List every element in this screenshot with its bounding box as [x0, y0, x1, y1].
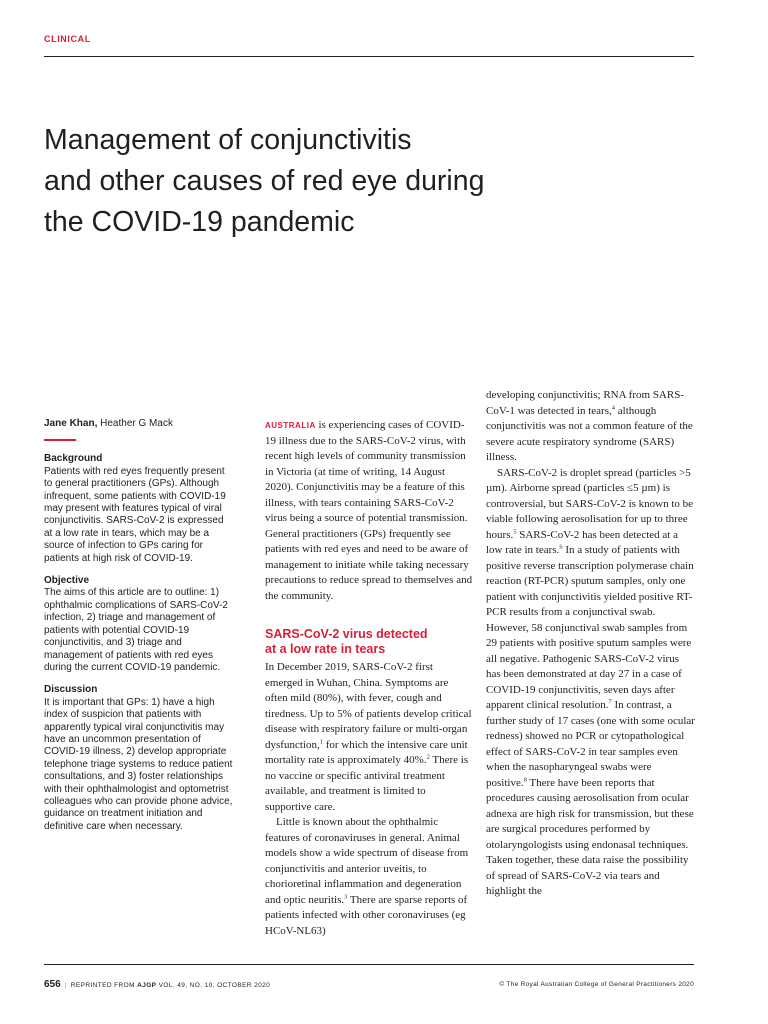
discussion-text: It is important that GPs: 1) have a high index of suspicion that patients with apparently typical viral conjunctivitis may have an uncommon presentation of COVID-19 illness, 2) develop appropriate telephone triage systems to reduce patient consultations, and 3) foster relationships with their ophthalmologist and optometrist colleagues who can provide phone advice, guidance on treatment initiation and definitive care when necessary. [44, 696, 233, 832]
body-paragraph [486, 388, 695, 466]
text-run: In contrast, a further study of 17 cases (one with some ocular redness) showed no PCR or cytopathological effect of SARS-CoV-2 in tear samples even when the nasopharyngeal swabs were positive. [486, 699, 695, 789]
body-column-2 [486, 388, 695, 900]
text-run: Little is known about the ophthalmic features of coronaviruses in general. Animal models show a wide spectrum of disease from conjunctivitis and anterior uveitis, to chorioretinal inflammation and degeneration and optic neuritis. [265, 816, 469, 906]
objective-text: The aims of this article are to outline: 1) ophthalmic complications of SARS-CoV-2 infection, 2) triage and management of patients with potential COVID-19 conjunctivitis, and 3) triage and management of patients with red eyes during the current COVID-19 pandemic. [44, 587, 228, 673]
co-authors: Heather G Mack [97, 418, 173, 429]
text-run: There are sparse reports of patients infected with other coronaviruses (eg HCoV-NL63) [265, 893, 468, 937]
text-run: although conjunctivitis was not a common feature of the severe acute respiratory syndrome (SARS) illness. [486, 404, 693, 463]
background-text: Patients with red eyes frequently present to general practitioners (GPs). Although infrequent, some patients with COVID-19 may present with features typical of viral conjunctivitis. SARS-CoV-2 is expressed at a low rate in tears, which may be a source of infection to GPs caring for patients at high risk of COVID-19. [44, 465, 226, 564]
heading-line: SARS-CoV-2 virus detected [265, 627, 428, 641]
body-paragraph [486, 466, 695, 900]
title-line: the COVID-19 pandemic [44, 206, 355, 238]
intro-text: is experiencing cases of COVID-19 illness due to the SARS-CoV-2 virus, with recent high levels of community transmission in Victoria (at time of writing, 14 August 2020). Conjunctivitis may be a feature of this illness, with tears containing SARS-CoV-2 virus being a source of potential transmission. General practitioners (GPs) frequently see patients with red eyes and need to be aware of management to initiate while taking necessary precautions to reduce spread to themselves and the community. [265, 419, 473, 602]
citation: 5 [513, 527, 517, 535]
section-label: CLINICAL [44, 34, 91, 44]
citation: 8 [523, 775, 527, 783]
copyright-notice: © The Royal Australian College of General Practitioners 2020 [499, 981, 694, 988]
lead-author: Jane Khan, [44, 418, 98, 429]
citation: 7 [608, 698, 612, 706]
journal-name: AJGP [137, 982, 157, 989]
body-paragraph [265, 660, 473, 815]
discussion-heading: Discussion [44, 684, 98, 696]
intro-paragraph [265, 418, 473, 604]
text-run: developing conjunctivitis; RNA from SARS-CoV-1 was detected in tears, [486, 389, 684, 417]
page-footer [44, 979, 270, 990]
title-line: Management of conjunctivitis [44, 124, 412, 156]
background-heading: Background [44, 453, 103, 465]
text-run: In December 2019, SARS-CoV-2 first emerged in Wuhan, China. Symptoms are often mild (80%), with fever, cough and tiredness. Up to 5% of patients develop critical disease with respiratory failure or multi-organ dysfunction, [265, 661, 472, 751]
title-line: and other causes of red eye during [44, 165, 485, 197]
text-run: There is no vaccine or specific antiviral treatment available, and treatment is limited to supportive care. [265, 754, 469, 813]
author-list [44, 418, 234, 430]
text-run: SARS-CoV-2 is droplet spread (particles >5 µm). Airborne spread (particles ≤5 µm) is controversial, but SARS-CoV-2 is known to be viable following aerosolisation for up to three hours. [486, 466, 694, 541]
citation: 6 [559, 543, 563, 551]
abstract-column [44, 418, 234, 843]
objective-heading: Objective [44, 575, 90, 587]
issue-info: VOL. 49, NO. 10, OCTOBER 2020 [156, 982, 271, 989]
page-number: 656 [44, 979, 61, 990]
accent-rule [44, 439, 76, 441]
body-column-1 [265, 418, 473, 939]
article-title [44, 120, 664, 243]
heading-line: at a low rate in tears [265, 642, 386, 656]
footer-separator: | [64, 982, 67, 989]
section-heading [265, 627, 473, 657]
bottom-divider [44, 964, 694, 965]
top-divider [44, 56, 694, 57]
country-lead: AUSTRALIA [265, 421, 316, 430]
citation: 1 [319, 737, 323, 745]
citation: 4 [611, 403, 616, 411]
text-run: SARS-CoV-2 has been detected at a low rate in tears. [486, 528, 678, 556]
text-run: There have been reports that procedures causing aerosolisation from ocular adnexa are high risk for transmission, but these are surgical procedures performed by otolaryngologists using endonasal techniques. Taken together, these data raise the possibility of spread of SARS-CoV-2 via tears and highlight the [486, 776, 694, 897]
text-run: for which the intensive care unit mortality rate is approximately 40%. [265, 738, 468, 766]
body-paragraph [265, 815, 473, 939]
citation: 2 [426, 753, 430, 761]
reprint-label: REPRINTED FROM [70, 982, 138, 989]
text-run: In a study of patients with positive reverse transcription polymerase chain reaction (RT-PCR) sputum samples, only one patient with conjunctivitis yielded positive RT-PCR results from a conjunctival swab. However, 58 conjunctival swab samples from 29 patients with positive sputum samples were all negative. Pathogenic SARS-CoV-2 virus has been demonstrated at day 27 in a case of COVID-19 conjunctivitis, seven days after apparent clinical resolution. [486, 544, 694, 711]
citation: 3 [344, 892, 348, 900]
